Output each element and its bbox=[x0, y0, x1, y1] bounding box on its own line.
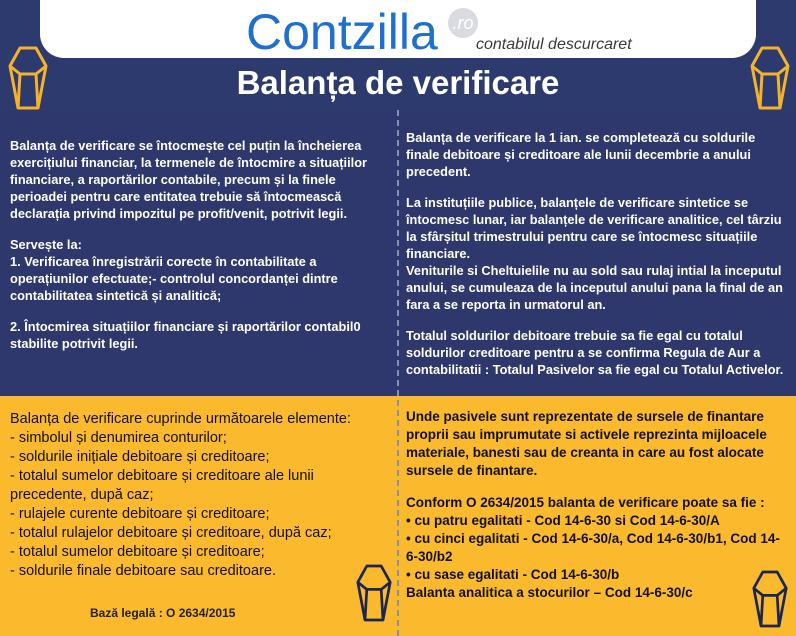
paragraph-uses: Servește la: 1. Verificarea înregistrării corecte în contabilitate a operațiunilor efectuate;- controlul concordanței dintre contabilitatea sintetică și analitică; bbox=[10, 237, 338, 303]
brand-logo: Contzilla bbox=[246, 4, 438, 60]
paragraph-liabilities: Unde pasivele sunt reprezentate de sursele de finantare proprii sau imprumutate si activele reprezinta mijloacele materiale, banesti sau de creanta in care au fost alocate sursele de finantare. bbox=[406, 409, 767, 478]
balance-types-list: Conform O 2634/2015 balanta de verificare poate sa fie : • cu patru egalitati - Cod 14-6-30 si Cod 14-6-30/A • cu cinci egalitati - Cod 14-6-30/a, Cod 14-6-30/b1, Cod 14-6-30/b2 • cu sase egalitati - Cod 14-6-30/b Balanta analitica a stocurilor – Cod 14-6-30/c bbox=[406, 495, 780, 600]
panel-top-left bbox=[0, 110, 398, 396]
column-divider bbox=[397, 110, 399, 636]
crystal-icon bbox=[752, 568, 788, 630]
brand-tagline: contabilul descurcaret bbox=[476, 36, 632, 53]
paragraph-uses-2: 2. Întocmirea situațiilor financiare și raportărilor contabil0 stabilite potrivit legii. bbox=[10, 319, 361, 351]
logo-banner bbox=[40, 0, 756, 58]
panel-bottom-right bbox=[398, 396, 796, 636]
crystal-icon bbox=[8, 44, 48, 112]
legal-basis: Bază legală : O 2634/2015 bbox=[90, 606, 236, 620]
paragraph-golden-rule: Totalul soldurilor debitoare trebuie sa fie egal cu totalul soldurilor creditoare pentru a se confirma Regula de Aur a contabilitatii : Totalul Pasivelor sa fie egal cu Totalul Activelor. bbox=[406, 328, 784, 377]
crystal-icon bbox=[750, 44, 790, 112]
crystal-icon bbox=[356, 562, 392, 624]
paragraph-definition: Balanța de verificare se întocmește cel puțin la încheierea exercițiului financiar, la termenele de întocmire a situațiilor financiare, a raportărilor contabile, precum și la finele perioadei pentru care entitatea trebuie să întocmească declarația privind impozitul pe profit/venit, potrivit legii. bbox=[10, 138, 368, 221]
elements-list: Balanța de verificare cuprinde următoarele elemente: - simbolul și denumirea conturilor; - soldurile inițiale debitoare și creditoare; - totalul sumelor debitoare și creditoare ale lunii precedente, după caz; - rulajele curente debitoare și creditoare; - totalul rulajelor debitoare și creditoare, după caz; - totalul sumelor debitoare și creditoare; - soldurile finale debitoare sau creditoare. bbox=[10, 411, 351, 579]
paragraph-public-institutions: La instituțiile publice, balanțele de verificare sintetice se întocmesc lunar, iar balanțele de verificare analitice, cel târziu la sfârșitul trimestrului pentru care se întocmesc situațiile financiare. Veniturile si Cheltuielile nu au sold sau rulaj intial la inceputul anului, se cumuleaza de la inceputul anului pana la final de an fara a se reporta in urmatorul an. bbox=[406, 195, 783, 312]
panel-bottom-left bbox=[0, 396, 398, 636]
brand-tld-badge: .ro bbox=[448, 8, 478, 38]
header bbox=[0, 0, 796, 110]
panel-top-right bbox=[398, 110, 796, 396]
page-title: Balanța de verificare bbox=[236, 64, 560, 101]
paragraph-jan-1: Balanța de verificare la 1 ian. se completează cu soldurile finale debitoare și creditoare ale lunii decembrie a anului precedent. bbox=[406, 130, 756, 179]
